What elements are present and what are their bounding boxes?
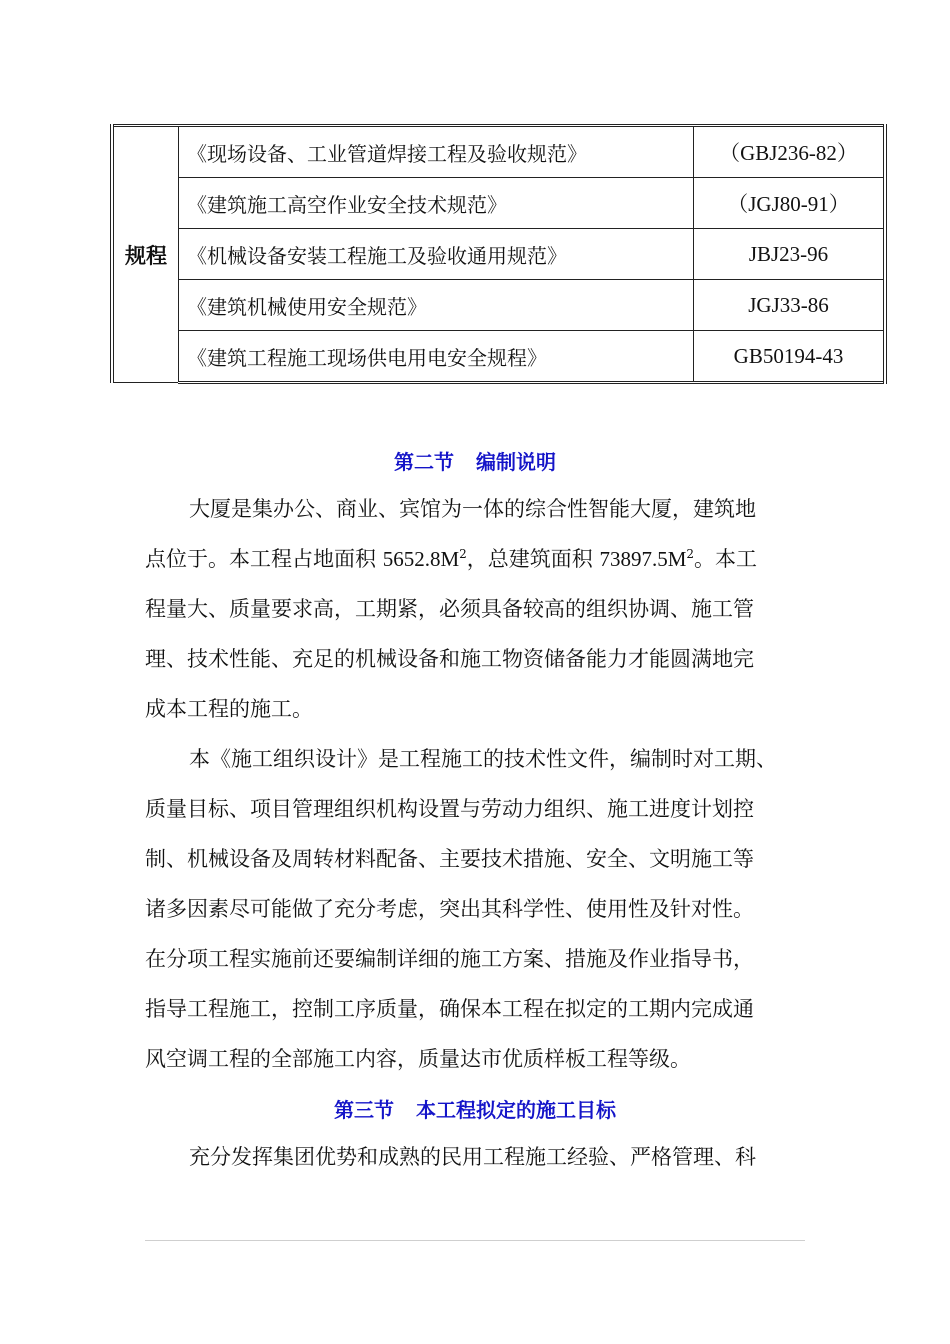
section-heading xyxy=(0,1094,950,1123)
text-line: 大厦是集办公、商业、宾馆为一体的综合性智能大厦，建筑地 xyxy=(189,497,756,521)
land-area-value: 5652.8M xyxy=(382,547,460,571)
footer-divider xyxy=(145,1240,805,1241)
table-row xyxy=(112,229,885,280)
standard-code: （JGJ80-91） xyxy=(694,178,886,229)
text-line: 点位于。本工程占地面积 $5652.8M^2$，总建筑面积 $73897.5M^2$。本工 xyxy=(145,547,758,571)
section-number: 第二节 xyxy=(394,450,454,474)
standard-code: JBJ23-96 xyxy=(694,229,886,280)
section-heading xyxy=(0,446,950,475)
standards-table xyxy=(110,124,887,384)
section-title: 编制说明 xyxy=(476,450,556,474)
section-title: 本工程拟定的施工目标 xyxy=(416,1098,616,1122)
text-line: 诸多因素尽可能做了充分考虑，突出其科学性、使用性及针对性。 xyxy=(145,897,754,921)
text-line: 在分项工程实施前还要编制详细的施工方案、措施及作业指导书， xyxy=(145,947,754,971)
text-line: 风空调工程的全部施工内容，质量达市优质样板工程等级。 xyxy=(145,1047,691,1071)
standard-title: 《建筑机械使用安全规范》 xyxy=(179,280,694,331)
table-row xyxy=(112,331,885,383)
text-line: 本《施工组织设计》是工程施工的技术性文件，编制时对工期、 xyxy=(189,747,777,771)
table-row xyxy=(112,280,885,331)
body-paragraph xyxy=(145,484,815,734)
standard-title: 《机械设备安装工程施工及验收通用规范》 xyxy=(179,229,694,280)
text-line: 程量大、质量要求高，工期紧，必须具备较高的组织协调、施工管 xyxy=(145,597,754,621)
text-line: 质量目标、项目管理组织机构设置与劳动力组织、施工进度计划控 xyxy=(145,797,754,821)
floor-area-value: 73897.5M xyxy=(599,547,687,571)
standard-code: GB50194-43 xyxy=(694,331,886,383)
category-cell: 规程 xyxy=(112,126,179,383)
body-paragraph xyxy=(145,734,815,1084)
text-line: 成本工程的施工。 xyxy=(145,697,313,721)
standard-code: （GBJ236-82） xyxy=(694,126,886,178)
text-line: 指导工程施工，控制工序质量，确保本工程在拟定的工期内完成通 xyxy=(145,997,754,1021)
table-row xyxy=(112,126,885,178)
section-number: 第三节 xyxy=(334,1098,394,1122)
standard-title: 《现场设备、工业管道焊接工程及验收规范》 xyxy=(179,126,694,178)
text-line: 充分发挥集团优势和成熟的民用工程施工经验、严格管理、科 xyxy=(189,1145,756,1169)
body-paragraph xyxy=(145,1132,815,1182)
text-line: 理、技术性能、充足的机械设备和施工物资储备能力才能圆满地完 xyxy=(145,647,754,671)
standard-title: 《建筑施工高空作业安全技术规范》 xyxy=(179,178,694,229)
standard-code: JGJ33-86 xyxy=(694,280,886,331)
text-line: 制、机械设备及周转材料配备、主要技术措施、安全、文明施工等 xyxy=(145,847,754,871)
table-row xyxy=(112,178,885,229)
standard-title: 《建筑工程施工现场供电用电安全规程》 xyxy=(179,331,694,383)
